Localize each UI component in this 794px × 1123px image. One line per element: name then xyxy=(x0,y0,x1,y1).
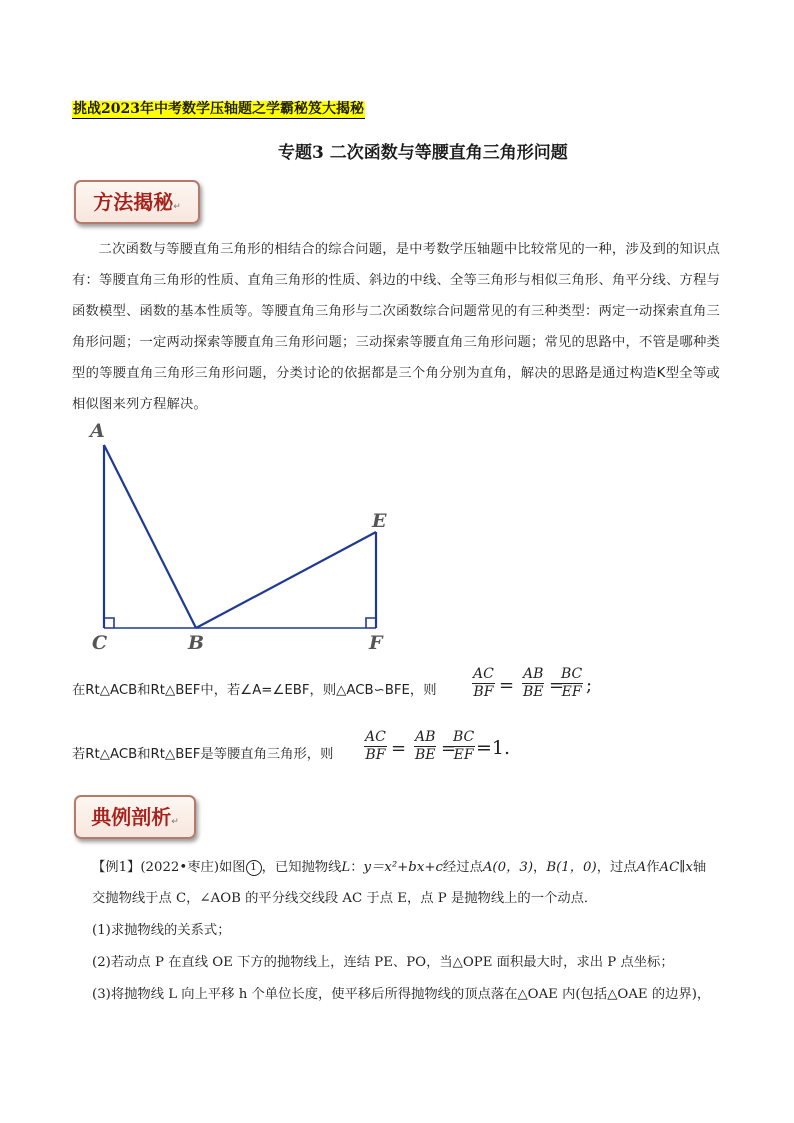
example-tag: 【例1】 xyxy=(92,860,141,875)
label-e: E xyxy=(372,510,387,532)
paragraph-mark-icon: ↵ xyxy=(173,202,181,212)
method-section-label: 方法揭秘 xyxy=(93,190,174,214)
fraction-bc-ef-2 xyxy=(452,729,475,764)
point-a: A(0，3) xyxy=(482,860,534,875)
similar-condition-text: 在Rt△ACB和Rt△BEF中，若∠A=∠EBF，则△ACB∽BFE，则 xyxy=(72,683,437,698)
question-3: (3)将抛物线 L 向上平移 h 个单位长度，使平移后所得抛物线的顶点落在△OAE 内(包括△OAE 的边界)， xyxy=(92,987,711,1002)
math-var: AC∥x xyxy=(659,860,693,875)
parabola-equation: y＝x²+bx+c xyxy=(363,860,443,875)
question-1: (1)求抛物线的关系式； xyxy=(92,923,231,938)
intro-paragraph: 二次函数与等腰直角三角形的相结合的综合问题，是中考数学压轴题中比较常见的一种，涉及到的知识点有：等腰直角三角形的性质、直角三角形的性质、斜边的中线、全等三角形与相似三角形、角平分线、方程与函数模型、函数的基本性质等。等腰直角三角形与二次函数综合问题常见的有三种类型：两定一动探索直角三角形问题；一定两动探索等腰直角三角形问题；三动探索等腰直角三角形问题；常见的思路中，不管是哪种类型的等腰直角三角形三角形问题，分类讨论的依据都是三个角分别为直角，解决的思路是通过构造K型全等或相似图来列方程解决。 xyxy=(72,242,720,412)
equals-sign: = xyxy=(391,738,407,759)
fraction-ac-bf xyxy=(472,666,495,701)
example-text: ，过点 xyxy=(596,860,637,875)
example-text: 经过点 xyxy=(442,860,483,875)
segment-ab xyxy=(104,445,196,628)
example-line-2: 交抛物线于点 C，∠AOB 的平分线交线段 AC 于点 E，点 P 是抛物线上的一个动点． xyxy=(92,891,598,906)
fraction-denominator: BF xyxy=(365,747,386,763)
example-text: ： xyxy=(350,860,364,875)
fraction-ab-be xyxy=(522,666,544,701)
isosceles-condition-text: 若Rt△ACB和Rt△BEF是等腰直角三角形，则 xyxy=(72,747,334,762)
fraction-numerator: AB xyxy=(415,729,436,745)
question-2: (2)若动点 P 在直线 OE 下方的抛物线上，连结 PE、PO，当△OPE 面积最大时，求出 P 点坐标； xyxy=(92,955,674,970)
intro-text xyxy=(72,234,720,420)
example-line-1 xyxy=(92,856,706,876)
math-var: A xyxy=(636,860,647,875)
math-var: L xyxy=(341,860,351,875)
fraction-denominator: EF xyxy=(453,747,474,763)
fraction-numerator: AC xyxy=(473,666,494,682)
fraction-denominator: BF xyxy=(473,684,494,700)
fraction-bc-ef xyxy=(560,666,583,701)
examples-section-label: 典例剖析 xyxy=(91,805,172,829)
fraction-ac-bf-2 xyxy=(364,729,387,764)
fraction-numerator: AB xyxy=(523,666,544,682)
right-angle-f-icon xyxy=(366,618,376,628)
equals-sign: = xyxy=(499,675,515,696)
fraction-numerator: BC xyxy=(453,729,475,745)
circled-one-icon: 1 xyxy=(246,860,262,876)
example-text: ， xyxy=(533,860,547,875)
label-b: B xyxy=(188,632,205,654)
example-source: (2022•枣庄) xyxy=(140,860,220,875)
segment-be xyxy=(196,532,376,628)
fraction-denominator: BE xyxy=(522,684,544,700)
method-section-header xyxy=(74,180,200,224)
right-angle-c-icon xyxy=(104,618,114,628)
fraction-denominator: BE xyxy=(414,747,436,763)
example-text: 轴 xyxy=(692,860,707,875)
fraction-ab-be-2 xyxy=(414,729,436,764)
equals-sign: = xyxy=(549,675,565,696)
equals-one: =1. xyxy=(476,737,511,759)
label-c: C xyxy=(92,632,108,654)
point-b: B(1，0) xyxy=(546,860,597,875)
label-f: F xyxy=(369,632,383,654)
example-text: ，已知抛物线 xyxy=(261,860,342,875)
fraction-numerator: BC xyxy=(561,666,583,682)
series-banner: 挑战2023年中考数学压轴题之学霸秘笈大揭秘 xyxy=(73,101,364,117)
fraction-numerator: AC xyxy=(365,729,386,745)
example-text: 如图 xyxy=(219,860,246,875)
equals-sign: = xyxy=(441,738,457,759)
page-title: 专题3 二次函数与等腰直角三角形问题 xyxy=(278,143,568,163)
example-text: 作 xyxy=(646,860,660,875)
paragraph-mark-icon: ↵ xyxy=(171,817,179,827)
label-a: A xyxy=(90,420,105,442)
right-triangles-figure xyxy=(80,415,420,660)
fraction-denominator: EF xyxy=(561,684,582,700)
examples-section-header xyxy=(74,795,196,839)
semicolon: ; xyxy=(586,675,593,696)
